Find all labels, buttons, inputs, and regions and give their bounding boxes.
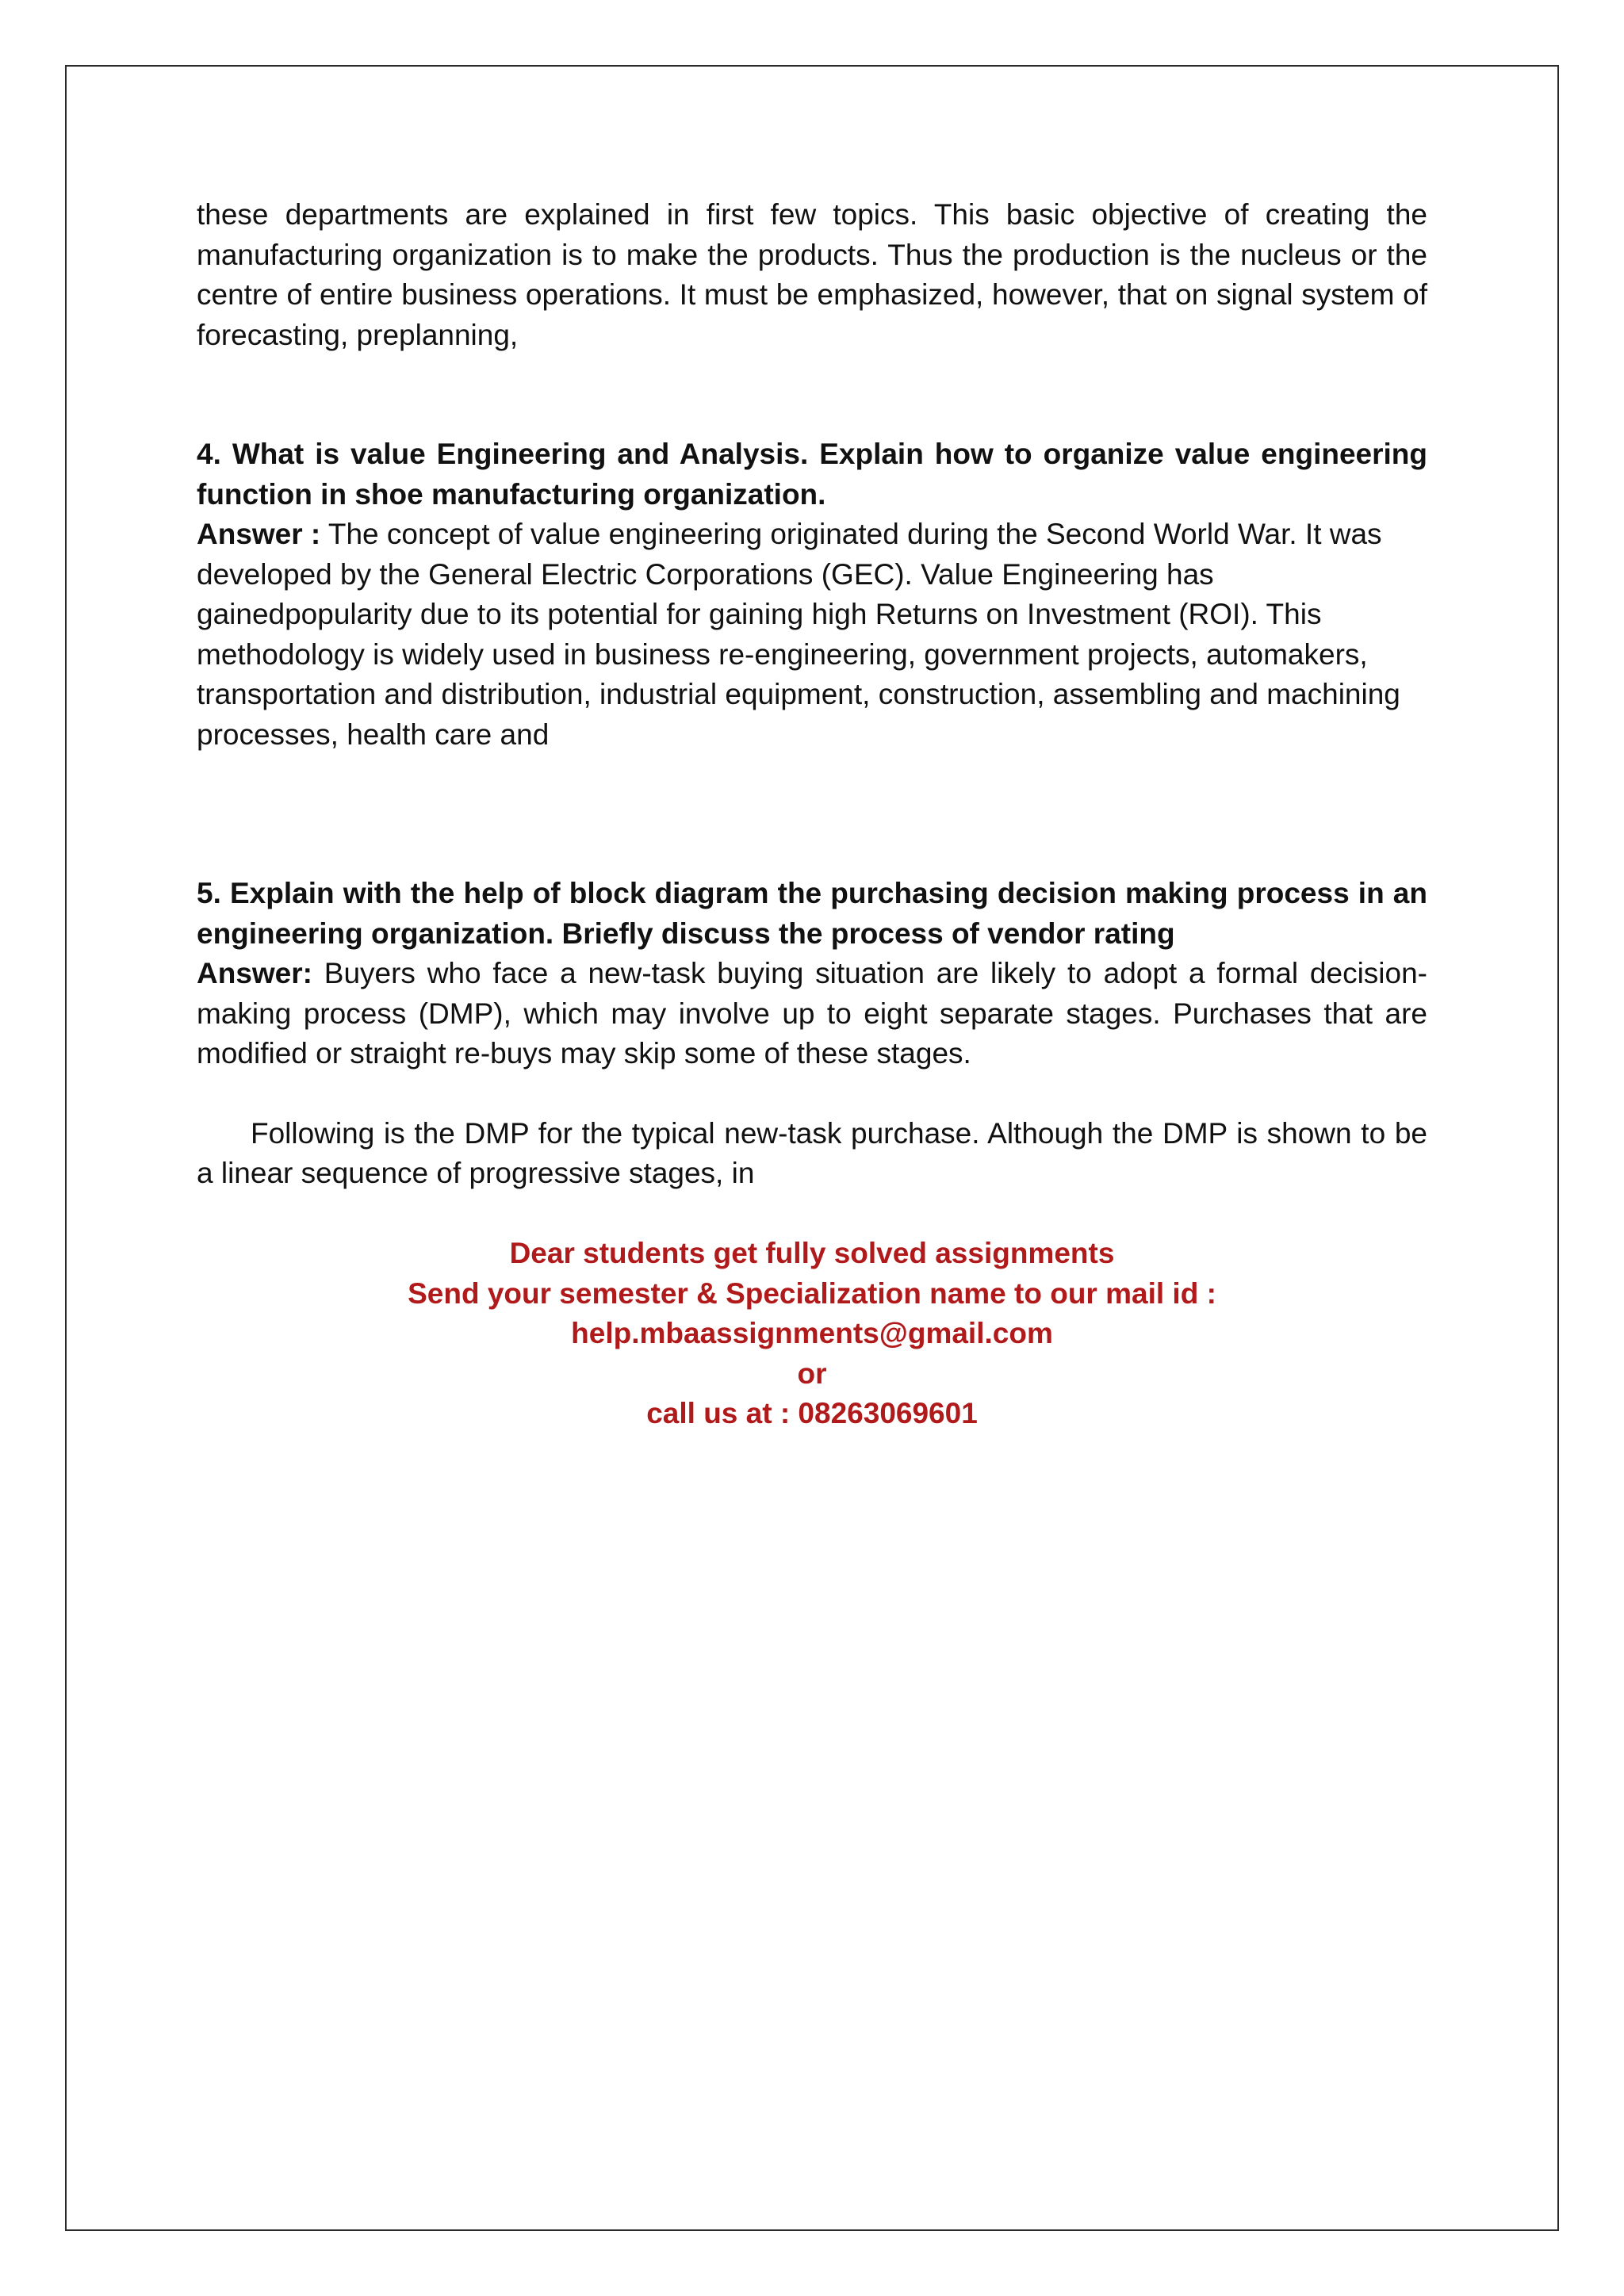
email-address: help.mbaassignments@gmail.com xyxy=(571,1317,1053,1349)
spacer xyxy=(197,755,1427,874)
question-5-followup: Following is the DMP for the typical new-task purchase. Although the DMP is shown to be a linear sequence of progressive stages, in xyxy=(197,1116,1427,1189)
phone-number: call us at : 08263069601 xyxy=(646,1397,978,1429)
contact-notice xyxy=(197,1234,1427,1434)
answer-text: The concept of value engineering originated during the Second World War. It was developed by the General Electric Corporations (GEC). Value Engineering has gainedpopularity due to its potential for gaining high Returns on Investment (ROI). This methodology is widely used in business re-engineering, government projects, automakers, transportation and distribution, industrial equipment, construction, assembling and machining processes, health care and xyxy=(197,518,1400,751)
question-5-heading: 5. Explain with the help of block diagram the purchasing decision making process in an engineering organization. Briefly discuss the process of vendor rating xyxy=(197,877,1427,950)
question-4-answer xyxy=(197,515,1427,755)
notice-or: or xyxy=(797,1357,827,1390)
answer-label: Answer : xyxy=(197,518,321,550)
notice-line-2: Send your semester & Specialization name to our mail id : xyxy=(408,1276,1216,1310)
question-4-heading: 4. What is value Engineering and Analysis. Explain how to organize value engineering function in shoe manufacturing organization. xyxy=(197,438,1427,511)
notice-line-1: Dear students get fully solved assignments xyxy=(509,1237,1115,1269)
answer-text: Buyers who face a new-task buying situation are likely to adopt a formal decision-making process (DMP), which may involve up to eight separate stages. Purchases that are modified or straight re-buys may skip some of these stages. xyxy=(197,957,1427,1070)
intro-paragraph: these departments are explained in first few topics. This basic objective of creating the manufacturing organization is to make the products. Thus the production is the nucleus or the centre of entire business operations. It must be emphasized, however, that on signal system of forecasting, preplanning, xyxy=(197,198,1427,351)
document-body xyxy=(197,195,1427,1194)
question-5-answer xyxy=(197,954,1427,1074)
spacer xyxy=(197,1074,1427,1114)
spacer xyxy=(197,355,1427,434)
answer-label: Answer: xyxy=(197,957,312,989)
